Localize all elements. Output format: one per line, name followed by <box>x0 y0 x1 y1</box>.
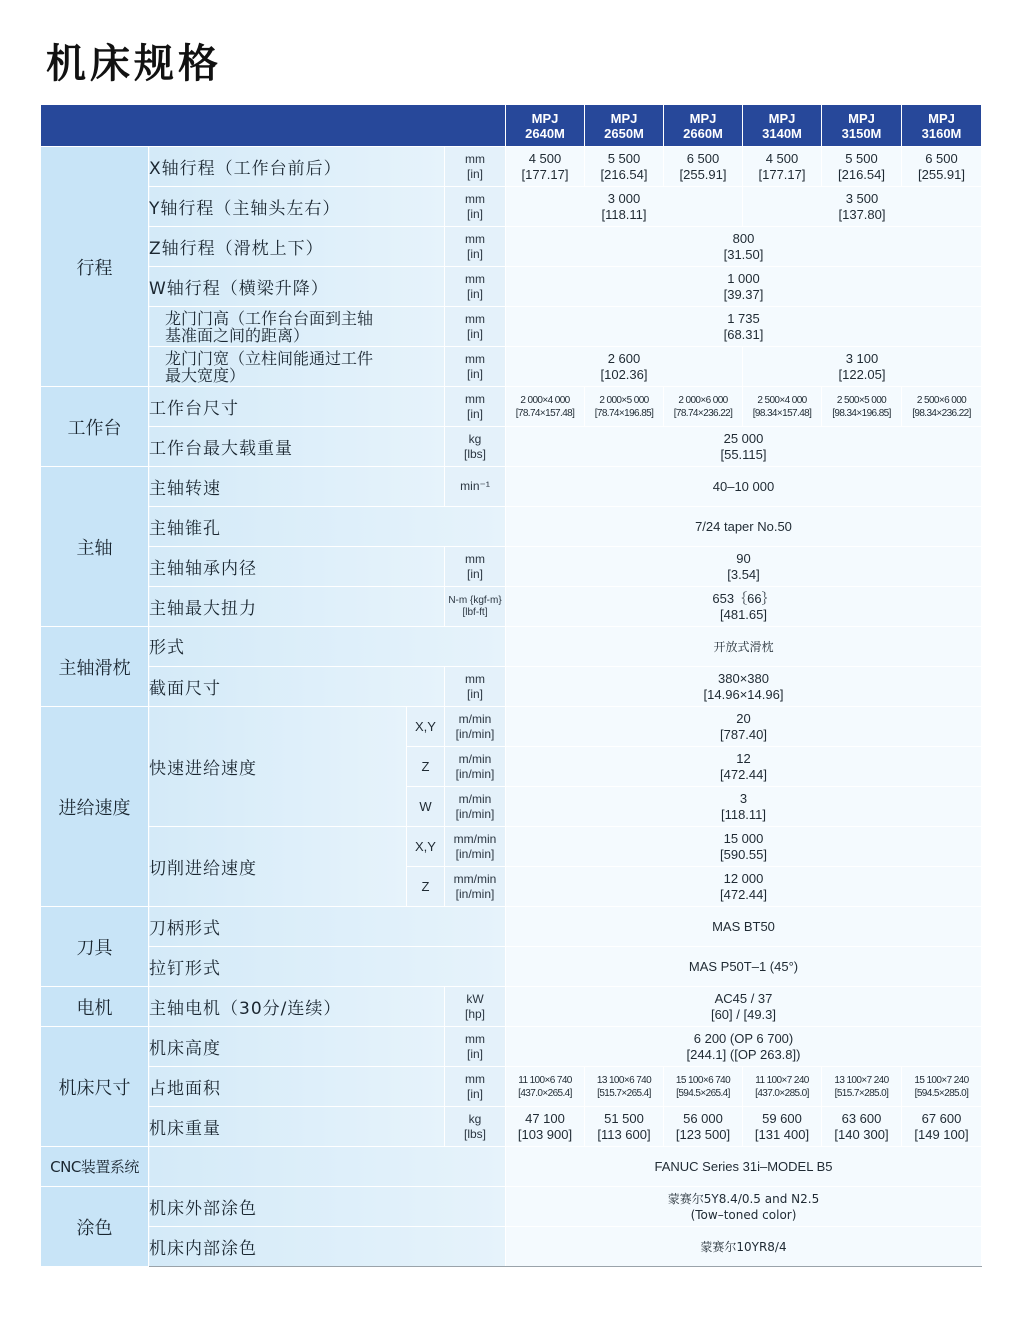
model-header-row <box>41 105 982 147</box>
value-cell: 12 [472.44] <box>506 747 982 787</box>
value-cell: 25 000 [55.115] <box>506 427 982 467</box>
value-cell: 380×380 [14.96×14.96] <box>506 667 982 707</box>
axis-label: W <box>407 787 445 827</box>
value-cell: 51 500 [113 600] <box>585 1107 664 1147</box>
unit-cell: mm [in] <box>445 187 506 227</box>
value-cell: 4 500 [177.17] <box>743 147 822 187</box>
item-y-travel: Y轴行程（主轴头左右） <box>149 187 445 227</box>
category-cnc: CNC装置系统 <box>41 1147 149 1187</box>
item-spindle-speed: 主轴转速 <box>149 467 445 507</box>
table-row <box>41 1067 982 1107</box>
value-cell: 6 200 (OP 6 700) [244.1] ([OP 263.8]) <box>506 1027 982 1067</box>
value-cell: 11 100×6 740 [437.0×265.4] <box>506 1067 585 1107</box>
table-row <box>41 667 982 707</box>
value-cell: 20 [787.40] <box>506 707 982 747</box>
page-title: 机床规格 <box>46 41 222 87</box>
table-row <box>41 947 982 987</box>
value-cell: 59 600 [131 400] <box>743 1107 822 1147</box>
unit-cell: mm/min [in/min] <box>445 827 506 867</box>
unit-cell: mm [in] <box>445 347 506 387</box>
item-table-size: 工作台尺寸 <box>149 387 445 427</box>
value-cell: 13 100×6 740 [515.7×265.4] <box>585 1067 664 1107</box>
category-ram: 主轴滑枕 <box>41 627 149 707</box>
value-cell: 15 100×6 740 [594.5×265.4] <box>664 1067 743 1107</box>
item-spindle-torque: 主轴最大扭力 <box>149 587 445 627</box>
item-rapid-feed: 快速进给速度 <box>149 707 407 827</box>
unit-cell: kW [hp] <box>445 987 506 1027</box>
category-motor: 电机 <box>41 987 149 1027</box>
value-cell: 12 000 [472.44] <box>506 867 982 907</box>
value-cell: 蒙赛尔5Y8.4/0.5 and N2.5 (Tow–toned color) <box>506 1187 982 1227</box>
value-cell: 67 600 [149 100] <box>902 1107 982 1147</box>
table-row <box>41 267 982 307</box>
value-cell: 2 000×5 000 [78.74×196.85] <box>585 387 664 427</box>
category-spindle: 主轴 <box>41 467 149 627</box>
table-row <box>41 987 982 1027</box>
axis-label: X,Y <box>407 827 445 867</box>
table-row <box>41 1027 982 1067</box>
table-row <box>41 467 982 507</box>
value-cell: 47 100 [103 900] <box>506 1107 585 1147</box>
value-cell: 3 000 [118.11] <box>506 187 743 227</box>
item-interior-paint: 机床内部涂色 <box>149 1227 506 1267</box>
unit-cell: mm [in] <box>445 547 506 587</box>
table-row <box>41 707 982 747</box>
category-dimensions: 机床尺寸 <box>41 1027 149 1147</box>
value-cell: 3 [118.11] <box>506 787 982 827</box>
value-cell: FANUC Series 31i–MODEL B5 <box>506 1147 982 1187</box>
item-tool-holder: 刀柄形式 <box>149 907 506 947</box>
value-cell: 800 [31.50] <box>506 227 982 267</box>
table-row <box>41 1147 982 1187</box>
value-cell: 6 500 [255.91] <box>902 147 982 187</box>
table-row <box>41 1187 982 1227</box>
item-exterior-paint: 机床外部涂色 <box>149 1187 506 1227</box>
value-cell: 3 500 [137.80] <box>743 187 982 227</box>
category-worktable: 工作台 <box>41 387 149 467</box>
value-cell: 15 000 [590.55] <box>506 827 982 867</box>
category-paint: 涂色 <box>41 1187 149 1267</box>
value-cell: 4 500 [177.17] <box>506 147 585 187</box>
unit-cell: min⁻¹ <box>445 467 506 507</box>
model-header: MPJ 2660M <box>664 105 743 147</box>
table-row <box>41 307 982 347</box>
table-row <box>41 1107 982 1147</box>
value-cell: 653｛66｝ [481.65] <box>506 587 982 627</box>
unit-cell: mm [in] <box>445 667 506 707</box>
value-cell: 1 000 [39.37] <box>506 267 982 307</box>
value-cell: 5 500 [216.54] <box>585 147 664 187</box>
item-w-travel: W轴行程（横梁升降） <box>149 267 445 307</box>
table-row <box>41 387 982 427</box>
value-cell: MAS BT50 <box>506 907 982 947</box>
value-cell: 90 [3.54] <box>506 547 982 587</box>
value-cell: 2 000×4 000 [78.74×157.48] <box>506 387 585 427</box>
item-x-travel: X轴行程（工作台前后） <box>149 147 445 187</box>
value-cell: 蒙赛尔10YR8/4 <box>506 1227 982 1267</box>
table-row <box>41 827 982 867</box>
value-cell: MAS P50T–1 (45°) <box>506 947 982 987</box>
axis-label: Z <box>407 867 445 907</box>
axis-label: Z <box>407 747 445 787</box>
item-machine-height: 机床高度 <box>149 1027 445 1067</box>
unit-cell: mm [in] <box>445 307 506 347</box>
value-cell: 2 500×5 000 [98.34×196.85] <box>822 387 902 427</box>
model-header: MPJ 2640M <box>506 105 585 147</box>
header-blank <box>41 105 506 147</box>
axis-label: X,Y <box>407 707 445 747</box>
model-header: MPJ 2650M <box>585 105 664 147</box>
value-cell: 11 100×7 240 [437.0×285.0] <box>743 1067 822 1107</box>
value-cell: 13 100×7 240 [515.7×285.0] <box>822 1067 902 1107</box>
unit-cell: kg [lbs] <box>445 1107 506 1147</box>
item-gantry-width: 龙门门宽（立柱间能通过工件 最大宽度） <box>149 347 445 387</box>
unit-cell: mm [in] <box>445 1027 506 1067</box>
model-header: MPJ 3140M <box>743 105 822 147</box>
unit-cell: mm [in] <box>445 147 506 187</box>
item-spindle-taper: 主轴锥孔 <box>149 507 506 547</box>
value-cell: 5 500 [216.54] <box>822 147 902 187</box>
value-cell: 56 000 [123 500] <box>664 1107 743 1147</box>
unit-cell: mm [in] <box>445 227 506 267</box>
value-cell: 2 500×6 000 [98.34×236.22] <box>902 387 982 427</box>
table-row <box>41 507 982 547</box>
unit-cell: m/min [in/min] <box>445 787 506 827</box>
unit-cell: N-m {kgf-m} [lbf-ft] <box>445 587 506 627</box>
value-cell: 3 100 [122.05] <box>743 347 982 387</box>
unit-cell: m/min [in/min] <box>445 747 506 787</box>
table-row <box>41 587 982 627</box>
item-z-travel: Z轴行程（滑枕上下） <box>149 227 445 267</box>
table-row <box>41 907 982 947</box>
category-tool: 刀具 <box>41 907 149 987</box>
item-ram-type: 形式 <box>149 627 506 667</box>
unit-cell: mm/min [in/min] <box>445 867 506 907</box>
value-cell: 7/24 taper No.50 <box>506 507 982 547</box>
value-cell: 15 100×7 240 [594.5×285.0] <box>902 1067 982 1107</box>
value-cell: 2 600 [102.36] <box>506 347 743 387</box>
item-cnc-blank <box>149 1147 506 1187</box>
value-cell: 1 735 [68.31] <box>506 307 982 347</box>
unit-cell: mm [in] <box>445 1067 506 1107</box>
item-machine-weight: 机床重量 <box>149 1107 445 1147</box>
value-cell: 6 500 [255.91] <box>664 147 743 187</box>
table-row <box>41 227 982 267</box>
table-row <box>41 627 982 667</box>
value-cell: 开放式滑枕 <box>506 627 982 667</box>
table-row <box>41 427 982 467</box>
model-header: MPJ 3150M <box>822 105 902 147</box>
item-spindle-bearing: 主轴轴承内径 <box>149 547 445 587</box>
table-row <box>41 1227 982 1267</box>
item-max-load: 工作台最大载重量 <box>149 427 445 467</box>
value-cell: 2 000×6 000 [78.74×236.22] <box>664 387 743 427</box>
item-footprint: 占地面积 <box>149 1067 445 1107</box>
category-feed: 进给速度 <box>41 707 149 907</box>
item-pull-stud: 拉钉形式 <box>149 947 506 987</box>
item-ram-section: 截面尺寸 <box>149 667 445 707</box>
unit-cell: mm [in] <box>445 267 506 307</box>
value-cell: 40–10 000 <box>506 467 982 507</box>
table-row <box>41 147 982 187</box>
unit-cell: mm [in] <box>445 387 506 427</box>
spec-table <box>40 104 982 1267</box>
table-row <box>41 347 982 387</box>
value-cell: 2 500×4 000 [98.34×157.48] <box>743 387 822 427</box>
table-row <box>41 187 982 227</box>
item-gantry-height: 龙门门高（工作台台面到主轴 基准面之间的距离） <box>149 307 445 347</box>
category-travel: 行程 <box>41 147 149 387</box>
value-cell: 63 600 [140 300] <box>822 1107 902 1147</box>
unit-cell: m/min [in/min] <box>445 707 506 747</box>
model-header: MPJ 3160M <box>902 105 982 147</box>
unit-cell: kg [lbs] <box>445 427 506 467</box>
item-cutting-feed: 切削进给速度 <box>149 827 407 907</box>
value-cell: AC45 / 37 [60] / [49.3] <box>506 987 982 1027</box>
item-spindle-motor: 主轴电机（30分/连续） <box>149 987 445 1027</box>
table-row <box>41 547 982 587</box>
